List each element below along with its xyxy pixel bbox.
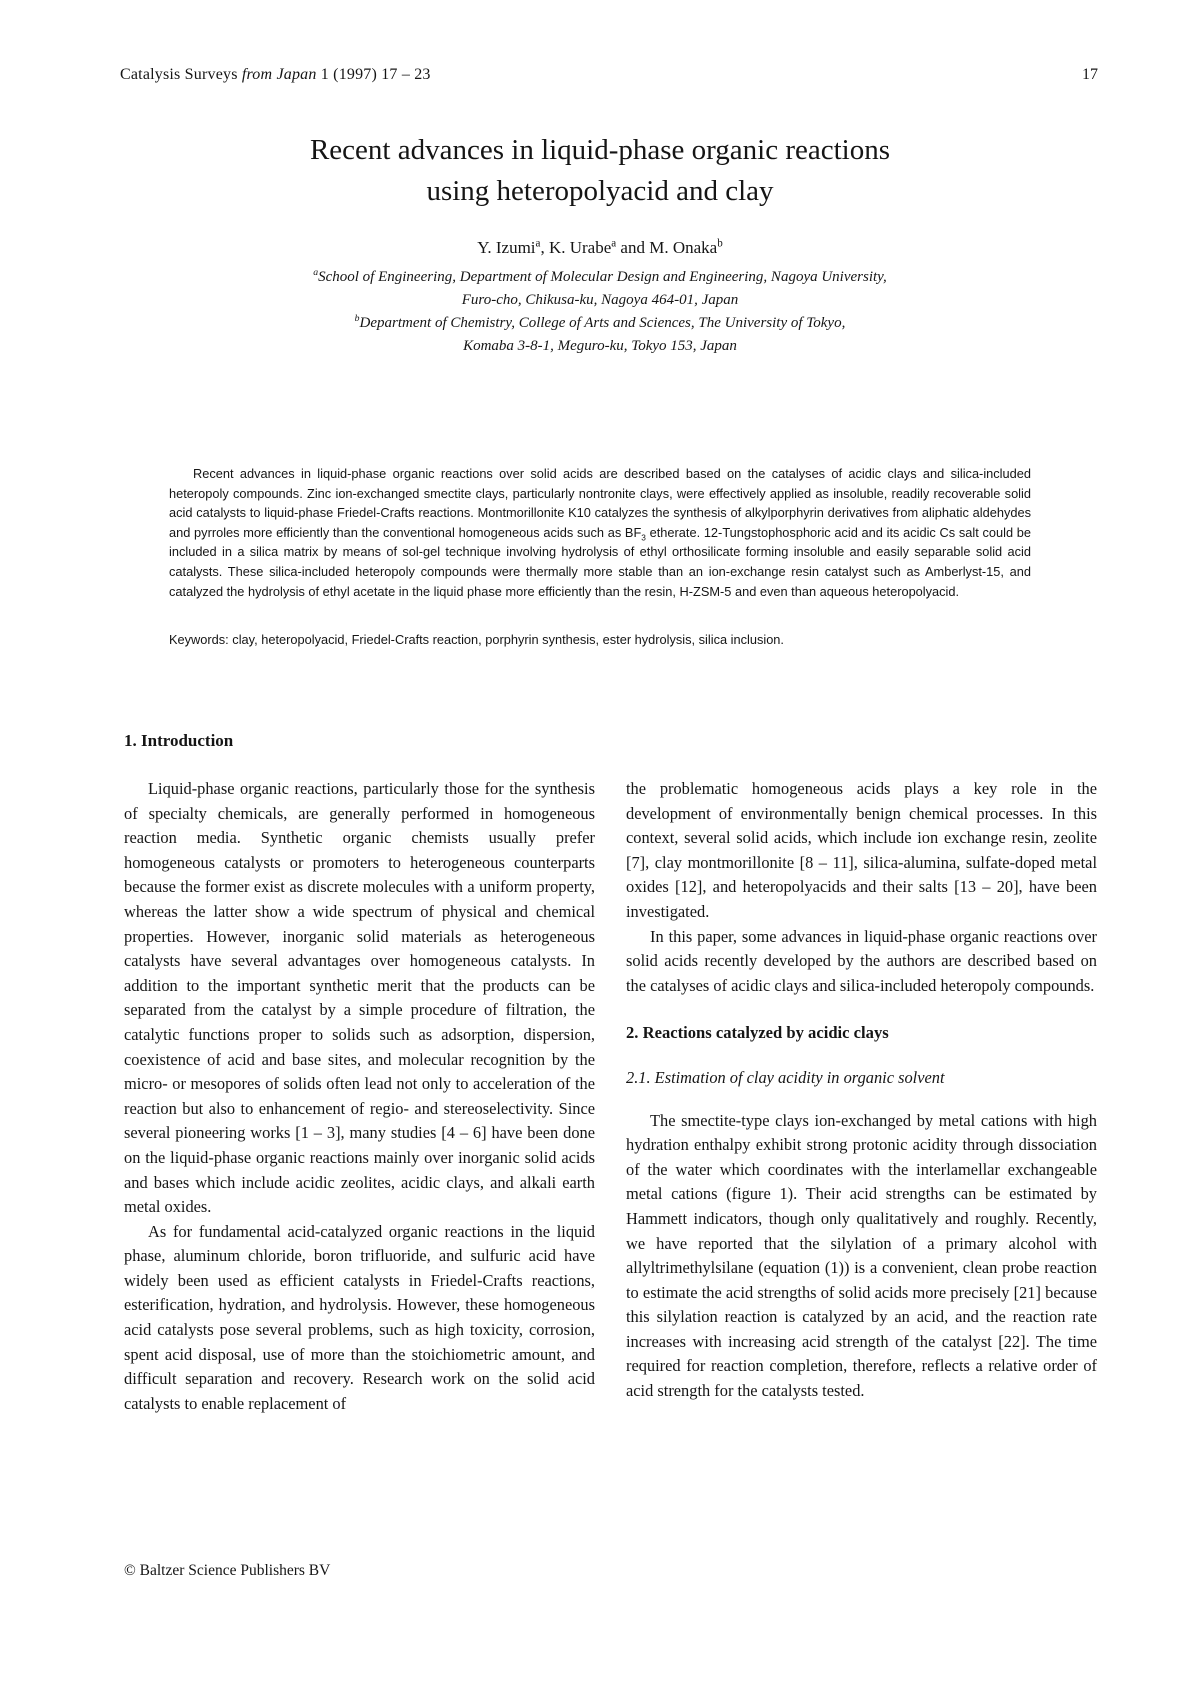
keywords [169,630,1031,649]
affiliation-line: Department of Chemistry, College of Arts and Sciences, The University of Tokyo, [359,315,846,331]
paragraph: As for fundamental acid-catalyzed organic reactions in the liquid phase, aluminum chloride, boron trifluoride, and sulfuric acid have widely been used as efficient catalysts in Friedel-Crafts reactions, esterification, hydration, and hydrolysis. However, these homogeneous acid catalysts pose several problems, such as high toxicity, corrosion, spent acid disposal, use of more than the stoichiometric amount, and difficult separation and recovery. Research work on the solid acid catalysts to enable replacement of [124,1221,595,1413]
page-number: 17 [1082,66,1098,83]
abstract-text: etherate. 12-Tungstophosphoric acid and its acidic Cs salt could be included in a silica matrix by means of sol-gel technique involving hydrolysis of ethyl orthosilicate forming insoluble and easily separable solid acid catalysts. These silica-included heteropoly compounds were thermally more stable than an ion-exchange resin catalyst such as Amberlyst-15, and catalyzed the hydrolysis of ethyl acetate in the liquid phase more efficiently than the resin, H-ZSM-5 and even than aqueous heteropolyacid. [169,524,1032,599]
affiliation-line: Furo-cho, Chikusa-ku, Nagoya 464-01, Japan [461,292,739,308]
journal-name-italic: from Japan [241,66,317,83]
affiliation-line: School of Engineering, Department of Molecular Design and Engineering, Nagoya University, [318,269,887,285]
abstract-subscript: 3 [641,532,646,543]
section-heading-acidic-clays: 2. Reactions catalyzed by acidic clays [626,1023,889,1043]
author-name: K. Urabe [548,238,612,257]
keywords-label: Keywords: [169,632,229,647]
journal-citation: 1 (1997) 17 – 23 [320,66,431,83]
author-name: Y. Izumi [477,238,536,257]
abstract-text: Recent advances in liquid-phase organic reactions over solid acids are described based on the catalyses of acidic clays and silica-included heteropoly compounds. Zinc ion-exchanged smectite clays, particularly nontronite clays, were effectively applied as insoluble, readily recoverable solid acid catalysts to liquid-phase Friedel-Crafts reactions. Montmorillonite K10 catalyzes the synthesis of alkylporphyrin derivatives from aliphatic aldehydes and pyrroles more efficiently than the conventional homogeneous acids such as BF [169,466,1031,540]
paragraph: The smectite-type clays ion-exchanged by metal cations with high hydration enthalpy exhibit strong protonic acidity through dissociation of the water which coordinates with the interlamellar exchangeable metal cations (figure 1). Their acid strengths can be estimated by Hammett indicators, though only qualitatively and roughly. Recently, we have reported that the silylation of a primary alcohol with allyltrimethylsilane (equation (1)) is a convenient, clean probe reaction to estimate the acid strengths of solid acids more precisely [21] because this silylation reaction is catalyzed by an acid, and the reaction rate increases with increasing acid strength of the catalyst [22]. The time required for reaction completion, therefore, reflects a relative order of acid strength for the catalysts tested. [626,1110,1097,1401]
author-list [150,238,1050,258]
title-line-2: using heteropolyacid and clay [426,175,774,207]
keywords-text: clay, heteropolyacid, Friedel-Crafts reaction, porphyrin synthesis, ester hydrolysis, silica inclusion. [228,632,784,647]
running-head [120,66,431,84]
author-affil-mark: a [611,237,617,250]
subsection-heading-clay-acidity: 2.1. Estimation of clay acidity in organic solvent [626,1067,945,1087]
author-separator: and [616,238,650,257]
title-line-1: Recent advances in liquid-phase organic reactions [309,134,891,166]
journal-name: Catalysis Surveys [120,66,238,83]
paragraph: In this paper, some advances in liquid-phase organic reactions over solid acids recently developed by the authors are described based on the catalyses of acidic clays and silica-included heteropoly compounds. [626,926,1097,995]
paper-title [150,130,1050,212]
paragraph-continued: the problematic homogeneous acids plays a key role in the development of environmentally benign chemical processes. In this context, several solid acids, which include ion exchange resin, zeolite [7], clay montmorillonite [8 – 11], silica-alumina, sulfate-doped metal oxides [12], and heteropolyacids and their salts [13 – 20], have been investigated. [626,779,1097,921]
paragraph: Liquid-phase organic reactions, particularly those for the synthesis of specialty chemicals, are generally performed in homogeneous reaction media. Synthetic organic chemists usually prefer homogeneous catalysts or promoters to heterogeneous counterparts because the former exist as discrete molecules with a uniform property, whereas the latter show a wide spectrum of physical and chemical properties. However, inorganic solid materials as heterogeneous catalysts have several advantages over homogeneous catalysts. In addition to the important synthetic merit that the products can be separated from the catalyst by a simple procedure of filtration, the catalytic functions proper to solids such as adsorption, dispersion, coexistence of acid and base sites, and molecular recognition by the micro- or mesopores of solids often lead not only to acceleration of the reaction but also to enhancement of regio- and stereoselectivity. Since several pioneering works [1 – 3], many studies [4 – 6] have been done on the liquid-phase organic reactions mainly over inorganic solid acids and bases which include acidic zeolites, acidic clays, and alkali earth metal oxides. [124,779,595,1217]
author-affil-mark: a [535,237,541,250]
affiliation-b [150,312,1050,358]
author-affil-mark: b [717,237,723,250]
author-name: M. Onaka [649,238,718,257]
affiliation-a [150,266,1050,312]
abstract [169,464,1031,601]
copyright-footer: © Baltzer Science Publishers BV [124,1562,331,1579]
affil-mark: a [313,267,319,278]
right-column [626,777,1097,1404]
left-column [124,777,595,1416]
affiliation-line: Komaba 3-8-1, Meguro-ku, Tokyo 153, Japan [463,338,737,354]
affil-mark: b [354,313,360,324]
section-heading-introduction: 1. Introduction [124,731,234,750]
author-separator: , [540,238,549,257]
